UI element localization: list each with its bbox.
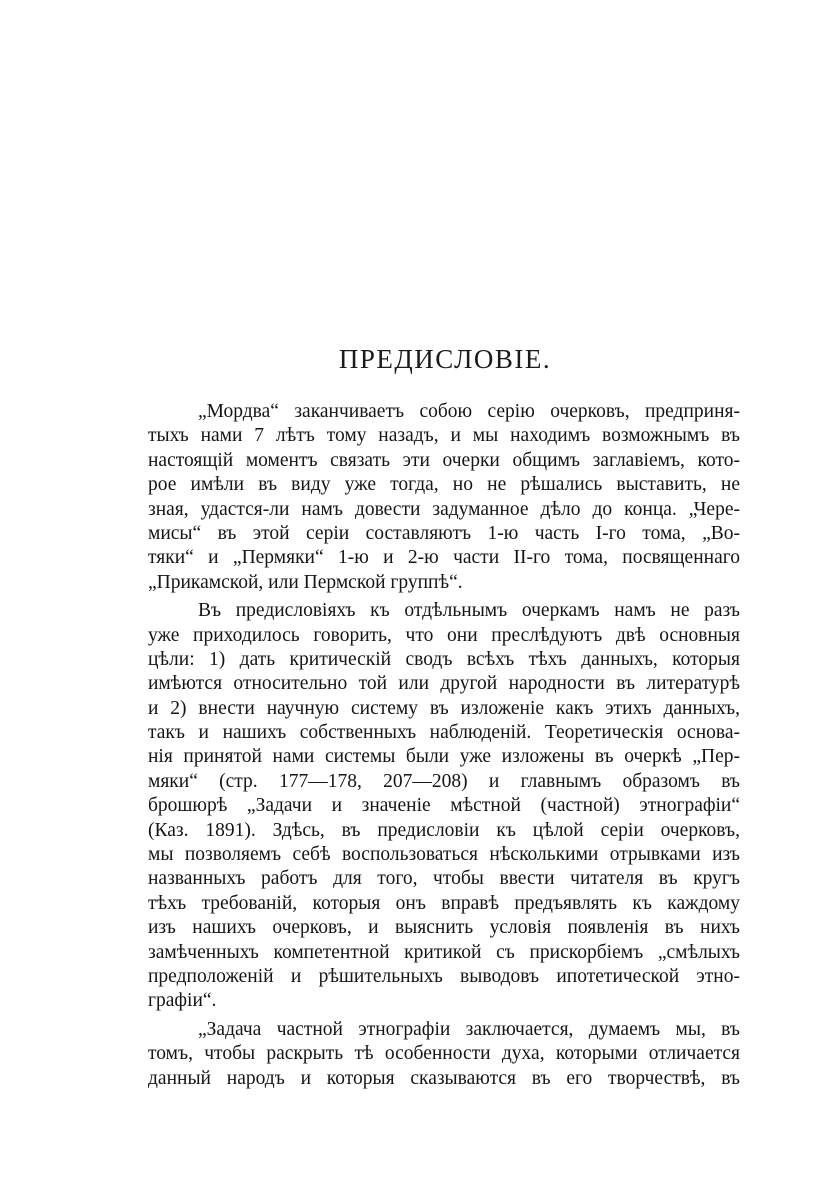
text-line: замѣченныхъ компетентной критикой съ прискорбіемъ „смѣлыхъ xyxy=(148,941,740,963)
text-line: зная, удастся-ли намъ довести задуманное дѣло до конца. „Черe- xyxy=(148,498,740,520)
paragraph-1 xyxy=(148,400,740,595)
text-line: имѣются относительно той или другой народности въ литературѣ xyxy=(148,673,740,695)
text-line: мы позволяемъ себѣ воспользоваться нѣсколькими отрывками изъ xyxy=(148,844,740,866)
text-line: тѣхъ требованій, которыя онъ вправѣ предъявлять къ каждому xyxy=(148,892,740,914)
text-line: брошюрѣ „Задачи и значеніе мѣстной (частной) этнографіи“ xyxy=(148,795,740,817)
text-line: настоящій моментъ связать эти очерки общимъ заглавіемъ, кото- xyxy=(148,449,740,471)
body-text xyxy=(148,400,740,1091)
text-line: Въ предисловіяхъ къ отдѣльнымъ очеркамъ намъ не разъ xyxy=(198,600,740,622)
text-line: графіи“. xyxy=(148,990,217,1012)
text-line: предположеній и рѣшительныхъ выводовъ ипотетической этно- xyxy=(148,965,740,987)
text-line: тяки“ и „Пермяки“ 1-ю и 2-ю части II-го тома, посвященнаго xyxy=(148,547,740,569)
text-line: „Задача частной этнографіи заключается, думаемъ мы, въ xyxy=(198,1018,740,1040)
text-line: изъ нашихъ очерковъ, и выяснить условія появленія въ нихъ xyxy=(148,917,740,939)
text-line: нія принятой нами системы были уже изложены въ очеркѣ „Пер- xyxy=(148,746,740,768)
text-line: данный народъ и которыя сказываются въ его творчествѣ, въ xyxy=(148,1067,740,1089)
text-line: томъ, чтобы раскрыть тѣ особенности духа, которыми отличается xyxy=(148,1043,740,1065)
text-line: цѣли: 1) дать критическій сводъ всѣхъ тѣхъ данныхъ, которыя xyxy=(148,648,740,670)
text-line: тыхъ нами 7 лѣтъ тому назадъ, и мы находимъ возможнымъ въ xyxy=(148,425,740,447)
text-line: названныхъ работъ для того, чтобы ввести читателя въ кругъ xyxy=(148,868,740,890)
text-line: мяки“ (стр. 177—178, 207—208) и главнымъ образомъ въ xyxy=(148,770,740,792)
text-line: уже приходилось говорить, что они преслѣдуютъ двѣ основныя xyxy=(148,624,740,646)
text-line: „Прикамской, или Пермской группѣ“. xyxy=(148,571,463,593)
text-line: „Мордва“ заканчиваетъ собою серію очерковъ, предприня- xyxy=(198,401,740,422)
text-line: мисы“ въ этой серіи составляютъ 1-ю часть I-го тома, „Во- xyxy=(148,522,740,544)
text-line: (Каз. 1891). Здѣсь, въ предисловіи къ цѣлой серіи очерковъ, xyxy=(148,819,740,841)
paragraph-2 xyxy=(148,599,740,1014)
text-line: рое имѣли въ виду уже тогда, но не рѣшались выставить, не xyxy=(148,474,740,496)
paragraph-3 xyxy=(148,1018,740,1091)
text-line: и 2) внести научную систему въ изложеніе какъ этихъ данныхъ, xyxy=(148,697,740,719)
text-line: такъ и нашихъ собственныхъ наблюденій. Теоретическія основа- xyxy=(148,722,740,744)
page-title: ПРЕДИСЛОВІЕ. xyxy=(338,344,552,374)
